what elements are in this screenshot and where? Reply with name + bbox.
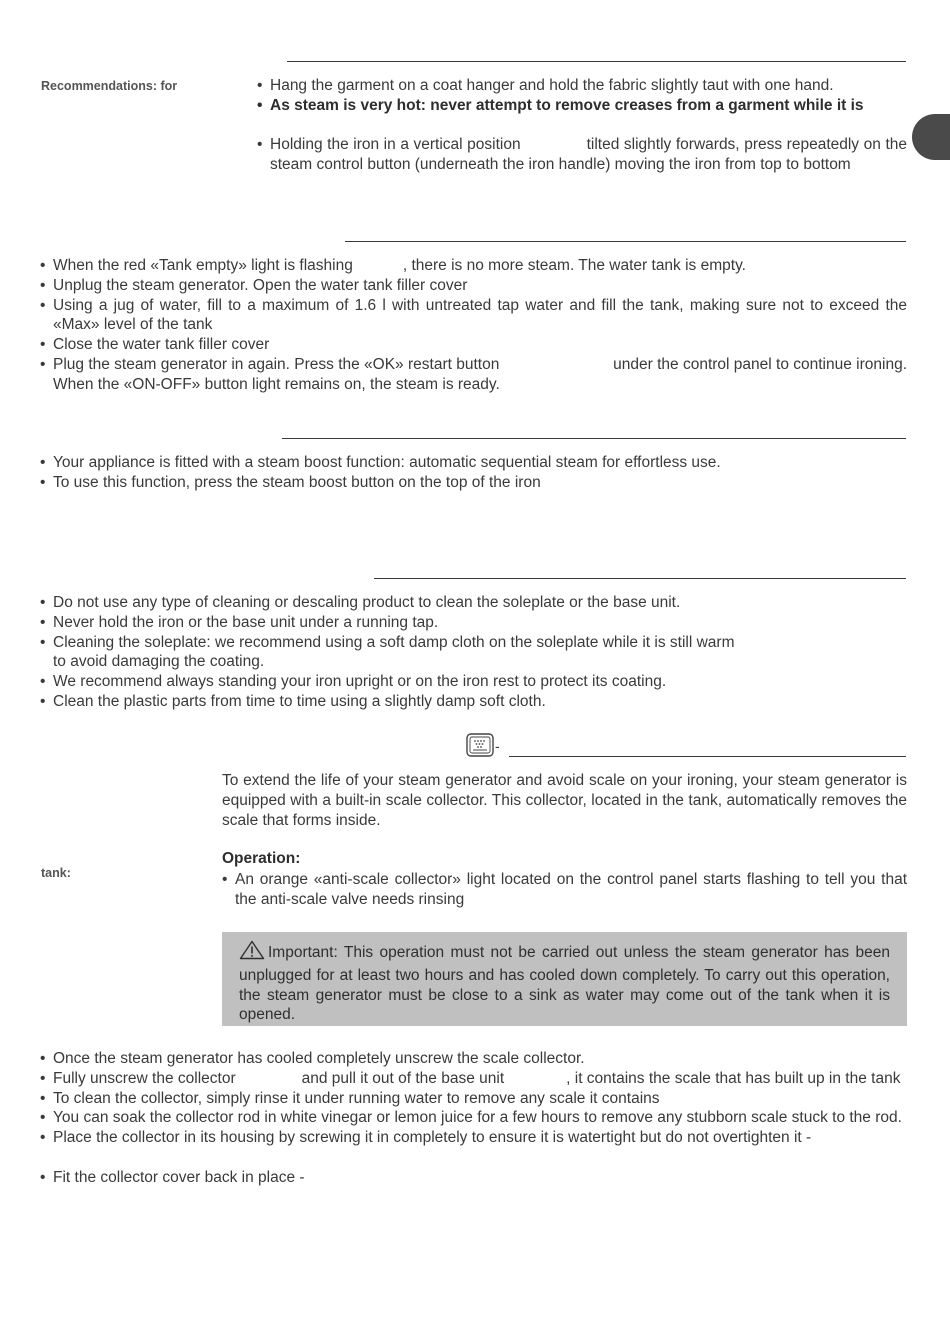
- operation-label: Operation:: [222, 850, 301, 867]
- list-item: [40, 256, 907, 276]
- list-item-text: and pull it out of the base unit: [301, 1069, 505, 1087]
- list-item: • Unplug the steam generator. Open the water tank filler cover: [40, 276, 907, 296]
- list-item-text: , there is no more steam. The water tank is empty.: [402, 257, 746, 274]
- list-item: • To use this function, press the steam boost button on the top of the iron: [40, 473, 907, 493]
- list-item-text: When the «ON-OFF» button light remains on, the steam is ready.: [53, 375, 500, 393]
- section4-list: [40, 593, 740, 712]
- list-item: • An orange «anti-scale collector» light located on the control panel starts flashing to tell you that the anti-scale valve needs rinsing: [222, 870, 907, 910]
- list-item: • Place the collector in its housing by screwing it in completely to ensure it is watertight but do not overtighten it -: [40, 1128, 907, 1148]
- list-item: • As steam is very hot: never attempt to remove creases from a garment while it is: [257, 96, 907, 116]
- warning-icon: [239, 940, 265, 966]
- section5-heading-rule: [509, 756, 906, 757]
- list-item: • Never hold the iron or the base unit under a running tap.: [40, 613, 740, 633]
- list-item-text: , it contains the scale that has built up in the tank: [566, 1069, 901, 1087]
- section4-heading-rule: [374, 578, 906, 579]
- list-item: • Hang the garment on a coat hanger and hold the fabric slightly taut with one hand.: [257, 76, 907, 96]
- list-item-text: Plug the steam generator in again. Press the «OK» restart button: [53, 355, 500, 373]
- section1-side-label: Recommendations: for: [41, 79, 178, 93]
- list-item: • We recommend always standing your iron upright or on the iron rest to protect its coating.: [40, 672, 740, 692]
- list-item: [257, 135, 907, 175]
- list-item: • To clean the collector, simply rinse it under running water to remove any scale it contains: [40, 1089, 907, 1109]
- list-item: • Close the water tank filler cover: [40, 335, 907, 355]
- section5-side-label: tank:: [41, 866, 71, 880]
- important-text: Important: This operation must not be carried out unless the steam generator has been unplugged for at least two hours and has cooled down completely. To carry out this operation, the steam generator must be close to a sink as water may come out of the tank when it is opened.: [239, 944, 890, 1024]
- section5-heading-dash: -: [495, 738, 500, 754]
- list-item-text: Fully unscrew the collector: [53, 1069, 236, 1087]
- section3-heading-rule: [282, 438, 906, 439]
- list-item: • Once the steam generator has cooled completely unscrew the scale collector.: [40, 1049, 907, 1069]
- list-item: • Fit the collector cover back in place -: [40, 1168, 907, 1188]
- list-item-text: tilted slightly forwards, press repeatedly on the steam control button (underneath the iron handle) moving the iron from top to bottom: [270, 136, 907, 174]
- list-item-text: When the red «Tank empty» light is flashing: [53, 257, 353, 274]
- chapter-tab-marker: [912, 114, 950, 160]
- operation-list: [222, 870, 907, 910]
- scale-collector-icon: [466, 733, 496, 764]
- list-item: • Cleaning the soleplate: we recommend using a soft damp cloth on the soleplate while it is still warm to avoid damaging the coating.: [40, 633, 740, 673]
- section1-heading-rule: [287, 61, 906, 62]
- section6-list: [40, 1049, 907, 1188]
- important-notice: [222, 932, 907, 1026]
- scale-collector-intro: To extend the life of your steam generator and avoid scale on your ironing, your steam generator is equipped with a built-in scale collector. This collector, located in the tank, automatically removes the scale that forms inside.: [222, 772, 907, 829]
- section3-list: [40, 453, 907, 493]
- list-item: [40, 1069, 907, 1089]
- list-item: • Clean the plastic parts from time to time using a slightly damp soft cloth.: [40, 692, 740, 712]
- list-item-text: under the control panel to continue ironing.: [613, 355, 907, 373]
- list-item: • Using a jug of water, fill to a maximum of 1.6 l with untreated tap water and fill the tank, making sure not to exceed the «Max» level of the tank: [40, 296, 907, 336]
- list-item: • You can soak the collector rod in white vinegar or lemon juice for a few hours to remove any stubborn scale stuck to the rod.: [40, 1108, 907, 1128]
- list-item: [40, 355, 907, 395]
- section2-heading-rule: [345, 241, 906, 242]
- list-item: • Do not use any type of cleaning or descaling product to clean the soleplate or the base unit.: [40, 593, 740, 613]
- section1-list: [257, 76, 907, 175]
- section2-list: [40, 256, 907, 395]
- list-item: • Your appliance is fitted with a steam boost function: automatic sequential steam for effortless use.: [40, 453, 907, 473]
- list-item-text: Holding the iron in a vertical position: [270, 136, 521, 154]
